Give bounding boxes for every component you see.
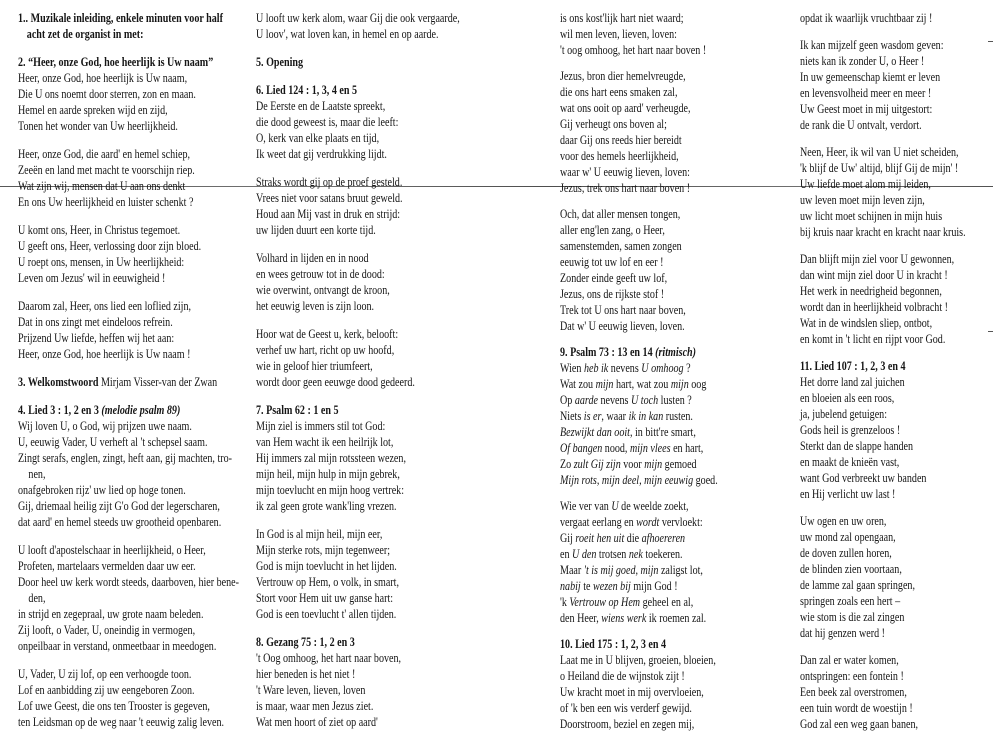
text-line (560, 546, 718, 562)
text-line: dan wint mijn ziel door U in kracht ! (800, 268, 948, 282)
text-segment: oog (688, 377, 707, 391)
text-line: o Heiland die de wijnstok zijt ! (560, 669, 685, 683)
text-line: Het dorre land zal juichen (800, 375, 905, 389)
text-line: 't Oog omhoog, het hart naar boven, (256, 651, 402, 665)
text-line (560, 562, 718, 578)
text-line: God is een toevlucht t' allen tijden. (256, 607, 397, 621)
text-segment: ? (683, 361, 691, 375)
italic-segment: zult Gij zijn (573, 457, 621, 471)
heading-title: 4. Lied 3 : 1, 2 en 3 (18, 403, 99, 417)
text-line: van Hem wacht ik een heilrijk lot, (256, 435, 394, 449)
text-line: wordt dan in heerlijkheid volbracht ! (800, 300, 949, 314)
text-line: ten Leidsman op de weg naar 't eeuwig zalig leven. (18, 715, 225, 729)
heading-title: 2. “Heer, onze God, hoe heerlijk is Uw naam” (18, 55, 214, 69)
section-heading (18, 10, 239, 42)
heading-line (256, 634, 460, 650)
italic-segment: nabij (560, 579, 581, 593)
text-line: 't Ware leven, lieven, loven (256, 683, 366, 697)
italic-segment: U omhoog (641, 361, 684, 375)
heading-title: 5. Opening (256, 55, 304, 69)
text-segment: voor (620, 457, 645, 471)
heading-line (256, 402, 460, 418)
text-line: uw lijden duurt een korte tijd. (256, 223, 376, 237)
text-line: 'k blijf de Uw' altijd, blijf Gij de mijn' ! (800, 161, 959, 175)
text-line: U, Vader, U zij lof, op een verhoogde toon. (18, 667, 192, 681)
text-line: Hemel en aarde spreken wijd en zijd, (18, 103, 168, 117)
text-segment: den Heer, (560, 611, 602, 625)
italic-segment: wordt (636, 515, 660, 529)
stanza (18, 70, 239, 134)
stanza (256, 526, 460, 622)
text-line: Zij looft, o Vader, U, oneindig in vermogen, (18, 623, 196, 637)
text-line: Neen, Heer, ik wil van U niet scheiden, (800, 145, 959, 159)
text-line: hier beneden is het niet ! (256, 667, 356, 681)
text-line: die ons hart eens smaken zal, (560, 85, 678, 99)
section-heading (256, 634, 460, 650)
heading-title: 10. Lied 175 : 1, 2, 3 en 4 (560, 637, 667, 651)
heading-title: 8. Gezang 75 : 1, 2 en 3 (256, 635, 355, 649)
text-line: 't oog omhoog, het hart naar boven ! (560, 43, 707, 57)
text-line: uw leven moet mijn leven zijn, (800, 193, 925, 207)
text-line: U komt ons, Heer, in Christus tegemoet. (18, 223, 181, 237)
text-line: ja, jubelend getuigen: (800, 407, 888, 421)
stanza (256, 98, 460, 162)
text-line: verhef uw hart, richt op uw hoofd, (256, 343, 395, 357)
text-line: die dood geweest is, maar die leeft: (256, 115, 399, 129)
page-column-1 (18, 10, 239, 730)
text-line: U loov', wat loven kan, in hemel en op aarde. (256, 27, 439, 41)
text-line: Hij immers zal mijn rotssteen wezen, (256, 451, 406, 465)
text-line (560, 408, 718, 424)
text-line: een tuin wordt de woestijn ! (800, 701, 913, 715)
text-segment: geheel en al, (640, 595, 694, 609)
heading-speaker: Mirjam Visser-van der Zwan (98, 375, 218, 389)
text-segment: te (580, 579, 594, 593)
stanza (256, 174, 460, 238)
stanza (256, 10, 460, 42)
heading-title: 3. Welkomstwoord (18, 375, 99, 389)
section-heading (256, 82, 460, 98)
text-line: Tonen het wonder van Uw heerlijkheid. (18, 119, 178, 133)
italic-segment: U den (572, 547, 597, 561)
text-line: Die U ons noemt door sterren, zon en maan. (18, 87, 196, 101)
text-line: waar w' U eeuwig lieven, loven: (560, 165, 690, 179)
text-line: Zingt serafs, englen, zingt, heft aan, gij machten, tro- (18, 451, 233, 465)
text-segment: Wie ver van (560, 499, 612, 513)
text-line (560, 578, 718, 594)
text-line: dat aard' en hemel steeds uw grootheid openbaren. (18, 515, 222, 529)
page-column-2 (256, 10, 460, 730)
text-line: het eeuwig leven is zijn loon. (256, 299, 375, 313)
text-segment: Gij (560, 531, 576, 545)
text-line: en levensvolheid meer en meer ! (800, 86, 932, 100)
text-line: Jezus, bron dier hemelvreugde, (560, 69, 686, 83)
text-line: In God is al mijn heil, mijn eer, (256, 527, 383, 541)
text-line: Zonder einde geeft uw lof, (560, 271, 668, 285)
text-line: Door heel uw kerk wordt steeds, daarboven, hier bene- (18, 575, 240, 589)
text-segment: Zo (560, 457, 574, 471)
text-line: Uw kracht moet in mij overvloeien, (560, 685, 704, 699)
text-line: en komt in 't licht en rijpt voor God. (800, 332, 946, 346)
text-line: mijn toevlucht en mijn hoog vertrek: (256, 483, 405, 497)
italic-segment: Vertrouw op Hem (569, 595, 641, 609)
section-heading (256, 402, 460, 418)
text-segment: Op (560, 393, 575, 407)
heading-line (800, 358, 966, 374)
text-line: Heer, onze God, hoe heerlijk is Uw naam ! (18, 347, 191, 361)
text-line (560, 530, 718, 546)
text-segment: ik roemen zal. (646, 611, 707, 625)
text-segment: goed. (693, 473, 718, 487)
text-segment: vervloekt: (659, 515, 703, 529)
text-line: Och, dat aller mensen tongen, (560, 207, 681, 221)
italic-segment: mijn (644, 457, 663, 471)
text-line: want God verbreekt uw banden (800, 471, 927, 485)
text-line: eeuwig tot uw lof en eer ! (560, 255, 664, 269)
italic-segment: is er (583, 409, 602, 423)
text-line: en bloeien als een roos, (800, 391, 895, 405)
text-line: Mijn ziel is immers stil tot God: (256, 419, 386, 433)
text-line: wil men leven, lieven, loven: (560, 27, 677, 41)
text-segment: gemoed (662, 457, 697, 471)
text-line (560, 392, 718, 408)
stanza (800, 652, 966, 732)
text-segment: Niets (560, 409, 584, 423)
stanza (560, 206, 718, 334)
text-line: is ons kost'lijk hart niet waard; (560, 11, 684, 25)
page-column-3 (560, 10, 718, 732)
italic-segment: roeit hen uit (575, 531, 625, 545)
text-line: Lof en aanbidding zij uw eengeboren Zoon. (18, 683, 195, 697)
text-line: Wat in de windslen sliep, ontbot, (800, 316, 933, 330)
heading-title: 1.. Muzikale inleiding, enkele minuten voor half (18, 11, 223, 25)
section-heading (560, 344, 718, 360)
text-segment: 'k (560, 595, 570, 609)
text-line (560, 610, 718, 626)
text-line: Leven om Jezus' wil in eeuwigheid ! (18, 271, 166, 285)
text-line: U looft uw kerk alom, waar Gij die ook vergaarde, (256, 11, 460, 25)
text-line: Sterkt dan de slappe handen (800, 439, 914, 453)
text-line: God zal een weg gaan banen, (800, 717, 919, 731)
text-line: en maakt de knieën vast, (800, 455, 900, 469)
text-line: Gij, driemaal heilig zijt G'o God der legerscharen, (18, 499, 220, 513)
text-line: Profeten, martelaars vermelden daar uw eer. (18, 559, 196, 573)
heading-line (18, 26, 239, 42)
scan-edge-mark (988, 41, 993, 42)
italic-segment: Mijn rots, mijn deel, mijn eeuwig (560, 473, 694, 487)
stanza (18, 666, 239, 730)
text-line: Stort voor Hem uit uw ganse hart: (256, 591, 394, 605)
italic-segment: wezen bij (593, 579, 631, 593)
text-line: springen zoals een hert – (800, 594, 901, 608)
text-line: de rank die U ontvalt, verdort. (800, 118, 922, 132)
text-segment: nevens (597, 393, 631, 407)
text-line (560, 472, 718, 488)
text-segment: en hart, (670, 441, 704, 455)
stanza (18, 298, 239, 362)
text-line: De Eerste en de Laatste spreekt, (256, 99, 386, 113)
stanza (800, 10, 966, 26)
text-line: U looft d'apostelschaar in heerlijkheid, o Heer, (18, 543, 206, 557)
text-segment: en (560, 547, 573, 561)
stanza (18, 418, 239, 530)
text-line: onpeilbaar in verstand, onmeetbaar in meedogen. (18, 639, 217, 653)
text-line: niets kan ik zonder U, o Heer ! (800, 54, 925, 68)
text-line: En ons Uw heerlijkheid en luister schenkt ? (18, 195, 194, 209)
stanza (560, 652, 718, 732)
text-line: Daarom zal, Heer, ons lied een loflied zijn, (18, 299, 192, 313)
stanza (256, 326, 460, 390)
stanza (800, 144, 966, 240)
text-line: Ik kan mijzelf geen wasdom geven: (800, 38, 944, 52)
text-line: O, kerk van elke plaats en tijd, (256, 131, 380, 145)
text-segment: , waar (601, 409, 629, 423)
stanza (18, 146, 239, 210)
text-line: in strijd en zegepraal, uw grote naam beleden. (18, 607, 204, 621)
text-line: ik zal geen grote wank'ling vrezen. (256, 499, 397, 513)
italic-segment: mijn vlees (629, 441, 671, 455)
text-line: Jezus, trek ons hart naar boven ! (560, 181, 691, 195)
text-segment: , in bitt're smart, (629, 425, 696, 439)
text-segment: zaligst lot, (658, 563, 703, 577)
text-line: opdat ik waarlijk vruchtbaar zij ! (800, 11, 933, 25)
heading-title: 6. Lied 124 : 1, 3, 4 en 5 (256, 83, 358, 97)
text-line: Dat in ons zingt met eindeloos refrein. (18, 315, 173, 329)
text-line: Jezus, ons de rijkste stof ! (560, 287, 665, 301)
italic-segment: U toch (631, 393, 659, 407)
text-line: U roept ons, mensen, in Uw heerlijkheid: (18, 255, 185, 269)
italic-segment: Bezwijkt dan ooit (560, 425, 630, 439)
heading-line (560, 636, 718, 652)
text-line: Hoor wat de Geest u, kerk, belooft: (256, 327, 399, 341)
text-line: Wat men hoort of ziet op aard' (256, 715, 378, 729)
text-line: Een beek zal overstromen, (800, 685, 907, 699)
stanza (560, 360, 718, 488)
stanza (256, 250, 460, 314)
text-line: Uw liefde moet alom mij leiden, (800, 177, 931, 191)
text-segment: Maar (560, 563, 584, 577)
italic-segment: mijn (595, 377, 614, 391)
text-line: samenstemden, samen zongen (560, 239, 682, 253)
text-line: is maar, waar men Jezus ziet. (256, 699, 374, 713)
text-line: U geeft ons, Heer, verlossing door zijn bloed. (18, 239, 202, 253)
text-segment: nood, (602, 441, 630, 455)
text-line: Heer, onze God, hoe heerlijk is Uw naam, (18, 71, 188, 85)
text-line: wie overwint, ontvangt de kroon, (256, 283, 390, 297)
page-column-4 (800, 10, 966, 732)
stanza (560, 68, 718, 196)
stanza (18, 222, 239, 286)
stanza (800, 374, 966, 502)
text-line: Mijn sterke rots, mijn tegenweer; (256, 543, 391, 557)
text-line: bij kruis naar kracht en kracht naar kruis. (800, 225, 966, 239)
italic-segment: wiens werk (601, 611, 647, 625)
text-line (560, 514, 718, 530)
heading-title: 9. Psalm 73 : 13 en 14 (560, 345, 653, 359)
text-line: Dan zal er water komen, (800, 653, 899, 667)
stanza (256, 650, 460, 730)
text-line: Trek tot U ons hart naar boven, (560, 303, 686, 317)
text-line (560, 360, 718, 376)
text-line: de doven zullen horen, (800, 546, 892, 560)
text-line: daar Gij ons reeds hier bereidt (560, 133, 682, 147)
text-line: wordt door geen eeuwge dood gedeerd. (256, 375, 415, 389)
text-line: Lof uwe Geest, die ons ten Trooster is gegeven, (18, 699, 210, 713)
text-segment: die (624, 531, 642, 545)
section-heading (18, 374, 239, 390)
heading-line (560, 344, 718, 360)
text-line (560, 440, 718, 456)
italic-segment: mijn (670, 377, 689, 391)
text-line: Houd aan Mij vast in druk en strijd: (256, 207, 401, 221)
text-line: den, (28, 591, 46, 605)
italic-segment: nek (628, 547, 643, 561)
text-line: voor des hemels heerlijkheid, (560, 149, 679, 163)
text-line: de lamme zal gaan springen, (800, 578, 915, 592)
italic-segment: ik in kan (628, 409, 664, 423)
text-line: en Hij verlicht uw last ! (800, 487, 896, 501)
text-line (560, 376, 718, 392)
text-segment: toekeren. (642, 547, 683, 561)
heading-line (18, 10, 239, 26)
text-line: of 'k ben een wis verderf gewijd. (560, 701, 692, 715)
text-line: Gods heil is grenzeloos ! (800, 423, 901, 437)
text-segment: Wien (560, 361, 584, 375)
heading-title-continued: acht zet de organist in met: (26, 27, 144, 41)
section-heading (18, 54, 239, 70)
stanza (256, 418, 460, 514)
text-segment: de weelde zoekt, (618, 499, 689, 513)
heading-line (18, 374, 239, 390)
stanza (800, 513, 966, 641)
heading-line (256, 82, 460, 98)
italic-segment: afhoereren (641, 531, 686, 545)
text-line: U, eeuwig Vader, U verheft al 't schepsel saam. (18, 435, 208, 449)
text-segment: hart, wat zou (613, 377, 671, 391)
text-line: Volhard in lijden en in nood (256, 251, 369, 265)
heading-title: 7. Psalm 62 : 1 en 5 (256, 403, 339, 417)
text-line: Vertrouw op Hem, o volk, in smart, (256, 575, 399, 589)
text-line: wie in geloof hier triumfeert, (256, 359, 373, 373)
text-line: onafgebroken rijz' uw lied op hoge tonen. (18, 483, 186, 497)
stanza (800, 37, 966, 133)
section-heading (800, 358, 966, 374)
italic-segment: heb ik (583, 361, 609, 375)
text-line: nen, (28, 467, 46, 481)
section-heading (256, 54, 460, 70)
text-line: Uw Geest moet in mij uitgestort: (800, 102, 933, 116)
text-line: Straks wordt gij op de proef gesteld. (256, 175, 403, 189)
text-line (560, 456, 718, 472)
text-line: Prijzend Uw liefde, heffen wij het aan: (18, 331, 175, 345)
heading-line (256, 54, 460, 70)
section-heading (560, 636, 718, 652)
italic-segment: aarde (574, 393, 598, 407)
italic-segment: 't is mij goed, mijn (583, 563, 659, 577)
text-line: en wees getrouw tot in de dood: (256, 267, 385, 281)
text-line (560, 424, 718, 440)
stanza (560, 498, 718, 626)
stanza (560, 10, 718, 58)
stanza (800, 251, 966, 347)
text-segment: mijn God ! (630, 579, 678, 593)
text-line: Ik weet dat gij verdrukking lijdt. (256, 147, 387, 161)
text-line: wie stom is die zal zingen (800, 610, 905, 624)
text-line: Heer, onze God, die aard' en hemel schiep, (18, 147, 191, 161)
text-line: uw licht moet schijnen in mijn huis (800, 209, 943, 223)
text-line: Dan blijft mijn ziel voor U gewonnen, (800, 252, 955, 266)
text-line: Het werk in needrigheid begonnen, (800, 284, 942, 298)
text-line: wat ons ooit op aard' verheugde, (560, 101, 691, 115)
text-segment: Wat zou (560, 377, 596, 391)
stanza (18, 542, 239, 654)
text-segment: nevens (608, 361, 642, 375)
text-line: dat hij genzen werd ! (800, 626, 886, 640)
text-segment: rusten. (663, 409, 693, 423)
text-line: ontspringen: een fontein ! (800, 669, 904, 683)
text-line (560, 498, 718, 514)
text-line: Uw ogen en uw oren, (800, 514, 887, 528)
text-line (560, 594, 718, 610)
section-heading (18, 402, 239, 418)
scan-edge-mark (988, 331, 993, 332)
text-line: Gij verheugt ons boven al; (560, 117, 667, 131)
text-line: aller eng'len zang, o Heer, (560, 223, 665, 237)
text-line: Vrees niet voor satans bruut geweld. (256, 191, 403, 205)
text-line: In uw gemeenschap kiemt er leven (800, 70, 941, 84)
text-line: de blinden zien voortaan, (800, 562, 902, 576)
italic-segment: U (611, 499, 619, 513)
text-line: Wat zijn wij, mensen dat U aan ons denkt (18, 179, 186, 193)
text-line: Wij loven U, o God, wij prijzen uwe naam. (18, 419, 192, 433)
italic-segment: Of bangen (560, 441, 603, 455)
heading-line (18, 54, 239, 70)
text-line: Dat w' U eeuwig lieven, loven. (560, 319, 685, 333)
text-line: uw mond zal opengaan, (800, 530, 896, 544)
heading-note: (melodie psalm 89) (98, 403, 181, 417)
heading-title: 11. Lied 107 : 1, 2, 3 en 4 (800, 359, 906, 373)
heading-note: (ritmisch) (652, 345, 697, 359)
text-segment: trotsen (596, 547, 629, 561)
text-line: Laat me in U blijven, groeien, bloeien, (560, 653, 716, 667)
text-line: Doorstroom, beziel en zegen mij, (560, 717, 695, 731)
text-line: Zeeën en land met macht te voorschijn riep. (18, 163, 195, 177)
text-segment: lusten ? (658, 393, 692, 407)
text-segment: vergaat eerlang en (560, 515, 637, 529)
text-line: God is mijn toevlucht in het lijden. (256, 559, 397, 573)
text-line: mijn heil, mijn hulp in mijn gebrek, (256, 467, 400, 481)
heading-line (18, 402, 239, 418)
